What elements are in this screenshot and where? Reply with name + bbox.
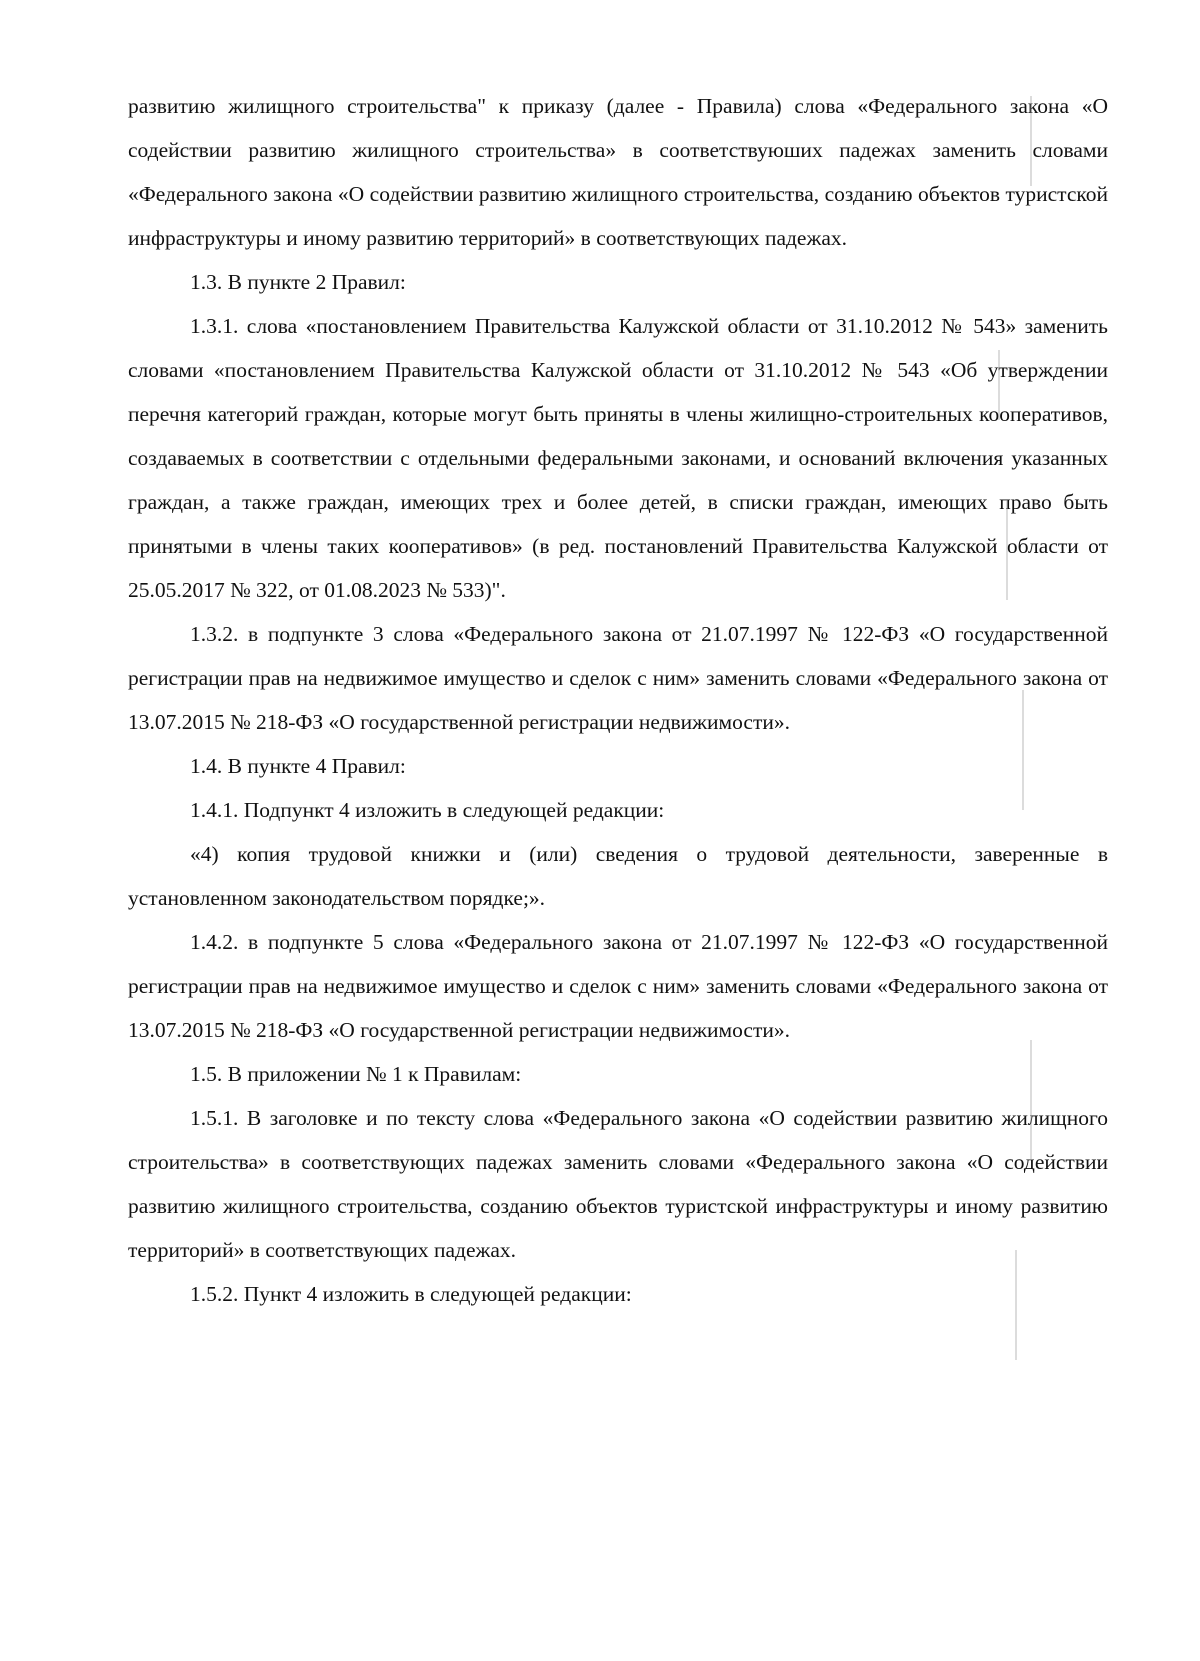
paragraph-1-5: 1.5. В приложении № 1 к Правилам:: [190, 1062, 522, 1086]
scan-artifact-line: [1022, 690, 1024, 810]
scan-artifact-line: [1006, 500, 1008, 600]
paragraph-1-3-2: 1.3.2. в подпункте 3 слова «Федерального закона от 21.07.1997 № 122-ФЗ «О государственной регистрации прав на недвижимое имущество и сделок с ним» заменить словами «Федерального закона от 13.07.2015 № 218-ФЗ «О государственной регистрации недвижимости».: [128, 622, 1108, 734]
paragraph-continuation: развитию жилищного строительства" к приказу (далее - Правила) слова «Федерального закона «О содействии развитию жилищного строительства» в соответствуюших падежах заменить словами «Федерального закона «О содействии развитию жилищного строительства, созданию объектов туристской инфраструктуры и иному развитию территорий» в соответствующих падежах.: [128, 94, 1108, 250]
paragraph-1-4: 1.4. В пункте 4 Правил:: [190, 754, 406, 778]
paragraph-1-3-1: 1.3.1. слова «постановлением Правительства Калужской области от 31.10.2012 № 543» заменить словами «постановлением Правительства Калужской области от 31.10.2012 № 543 «Об утверждении перечня категорий граждан, которые могут быть приняты в члены жилищно-строительных кооперативов, создаваемых в соответствии с отдельными федеральными законами, и оснований включения указанных граждан, а также граждан, имеющих трех и более детей, в списки граждан, имеющих право быть принятыми в члены таких кооперативов» (в ред. постановлений Правительства Калужской области от 25.05.2017 № 322, от 01.08.2023 № 533)".: [128, 314, 1108, 602]
scan-artifact-line: [1015, 1250, 1017, 1360]
paragraph-1-4-1: 1.4.1. Подпункт 4 изложить в следующей редакции:: [190, 798, 665, 822]
scan-artifact-line: [1030, 1040, 1032, 1160]
scan-artifact-line: [998, 350, 1000, 420]
paragraph-quote-4: «4) копия трудовой книжки и (или) сведения о трудовой деятельности, заверенные в установленном законодательством порядке;».: [128, 842, 1108, 910]
paragraph-1-4-2: 1.4.2. в подпункте 5 слова «Федерального закона от 21.07.1997 № 122-ФЗ «О государственной регистрации прав на недвижимое имущество и сделок с ним» заменить словами «Федерального закона от 13.07.2015 № 218-ФЗ «О государственной регистрации недвижимости».: [128, 930, 1108, 1042]
paragraph-1-3: 1.3. В пункте 2 Правил:: [190, 270, 406, 294]
paragraph-1-5-2: 1.5.2. Пункт 4 изложить в следующей редакции:: [190, 1282, 632, 1306]
paragraph-1-5-1: 1.5.1. В заголовке и по тексту слова «Федерального закона «О содействии развитию жилищного строительства» в соответствующих падежах заменить словами «Федерального закона «О содействии развитию жилищного строительства, созданию объектов туристской инфраструктуры и иному развитию территорий» в соответствующих падежах.: [128, 1106, 1108, 1262]
scan-artifact-line: [1030, 96, 1032, 186]
